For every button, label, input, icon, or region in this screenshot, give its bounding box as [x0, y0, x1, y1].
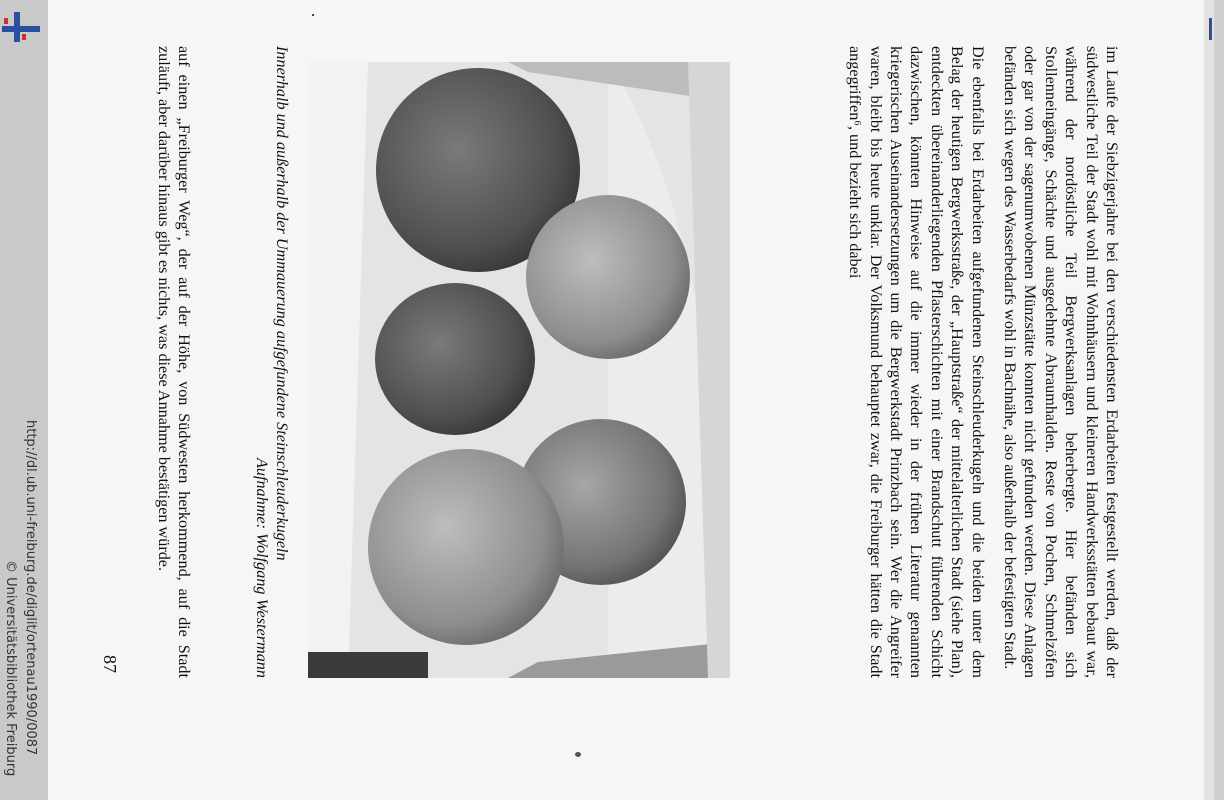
photo-caption: Innerhalb und außerhalb der Ummauerung aufgefundene Steinschleuderkugeln — [273, 46, 291, 561]
paragraph-3: auf einen „Freiburger Weg“, der auf der Höhe, von Südwesten herkommend, auf die Stadt zuläuft, aber darüber hinaus gibt es nichts, was diese Annahme bestätigen würde. — [154, 46, 193, 678]
copyright-notice: © Universitätsbibliothek Freiburg — [3, 560, 18, 777]
photo-credit: Aufnahme: Wolfgang Westermann — [252, 457, 271, 678]
photo-image — [308, 62, 730, 678]
paragraph-1: im Laufe der Siebzigerjahre bei den verschiedensten Erdarbeiten festgestellt werden, daß der südwestliche Teil der Stadt wohl mit Wohnhäusern und kleineren Handwerksstätten bebaut war, während der nordöstliche Teil Bergwerksanlagen beherbergte. Hier befänden sich Stollenneingänge, Schächte und ausgedehnte Abraumhalden. Reste von Pochen, Schmelzöfen oder gar von der sagenumwobenen Münzstätte konnten nicht gefunden werden. Diese Anlagen befänden sich wegen des Wasserbedarfs wohl in Bachnähe, also außerhalb der befestigten Stadt. — [1000, 46, 1121, 678]
stone-balls-photo — [308, 62, 730, 678]
photo-caption-block — [251, 46, 292, 678]
source-url[interactable]: http://dl.ub.uni-freiburg.de/diglit/ortenau1990/0087 — [23, 420, 38, 756]
edge-marker — [1209, 18, 1212, 40]
viewer-sidebar — [0, 0, 48, 800]
viewer-info — [0, 0, 48, 800]
page-edge — [1204, 0, 1214, 800]
text-column-bottom — [153, 46, 194, 678]
paragraph-2: Die ebenfalls bei Erdarbeiten aufgefundenen Steinschleuderkugeln und die beiden unter dem Belag der heutigen Bergwerksstraße, der „Hauptstraße“ der mittelalterlichen Stadt (siehe Plan), entdeckten übereinanderliegenden Pflasterschichten mit einer Brandschutt führenden Schicht dazwischen, könnten Hinweise auf die immer wieder in der frühen Literatur genannten kriegerischen Auseinandersetzungen um die Bergwerkstadt Prinzbach sein. Wer die Angreifer waren, bleibt bis heute unklar. Der Volksmund behauptet zwar, die Freiburger hätten die Stadt angegriffen⁶, und bezieht sich dabei — [846, 46, 987, 678]
page-number: 87 — [100, 655, 120, 673]
text-column-top — [845, 46, 1122, 678]
scan-speck — [312, 14, 314, 16]
scan-speck — [575, 752, 581, 757]
